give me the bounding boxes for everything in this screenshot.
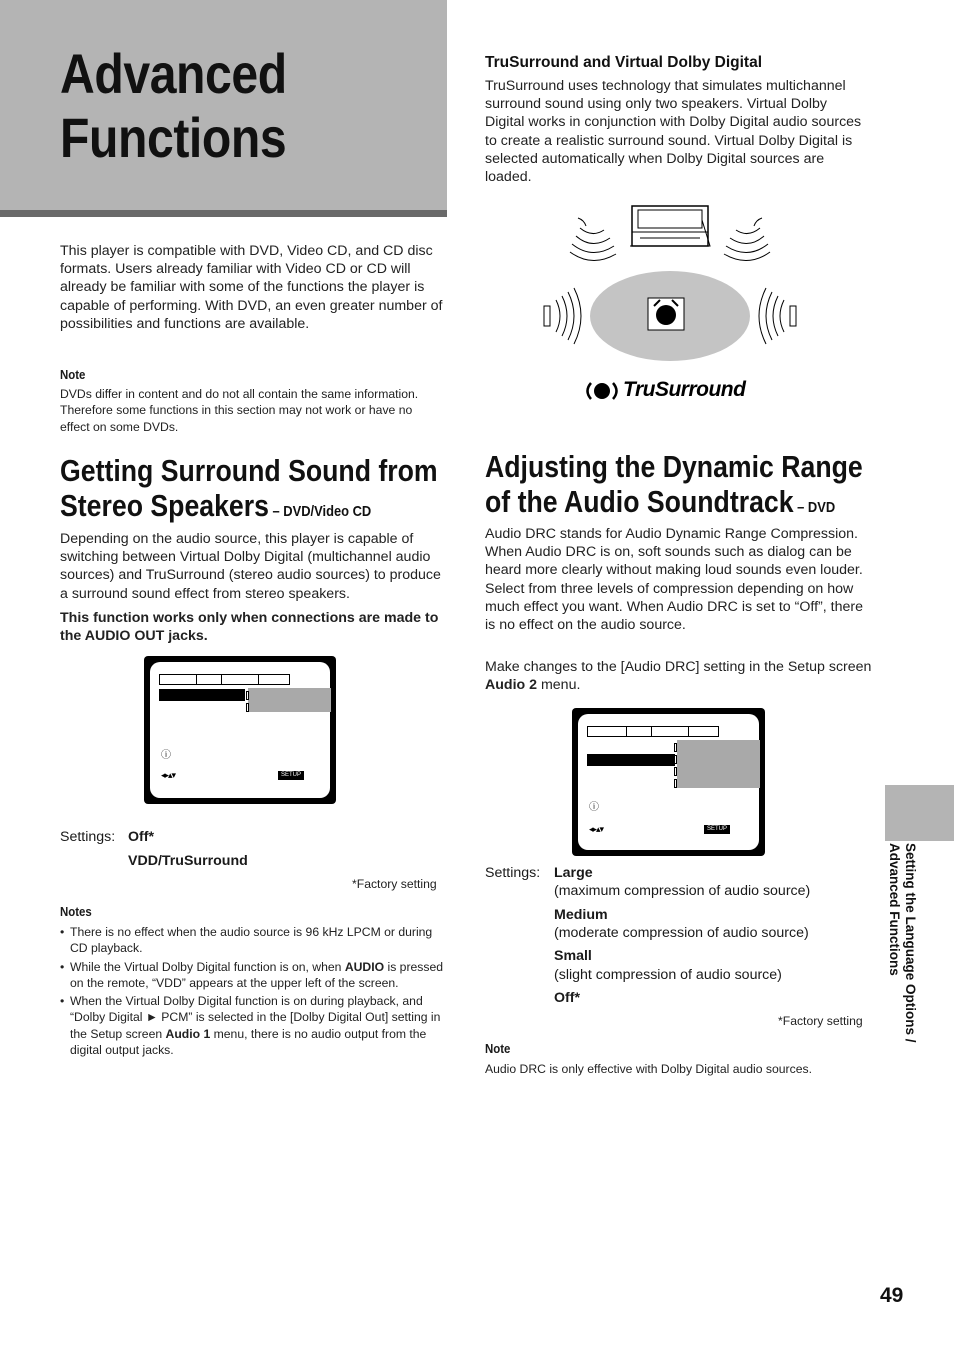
listener-icon bbox=[648, 298, 684, 330]
screen-tab bbox=[651, 726, 689, 737]
screen-options-panel bbox=[677, 740, 760, 788]
screen-options-panel bbox=[248, 688, 331, 712]
drc-heading bbox=[485, 449, 863, 525]
drc-settings-label: Settings: bbox=[485, 865, 541, 881]
page-title-line2: Functions bbox=[60, 106, 287, 169]
surround-setting-vdd: VDD/TruSurround bbox=[128, 853, 248, 869]
page-title bbox=[60, 42, 287, 170]
audio-key-label: AUDIO bbox=[344, 959, 385, 974]
screen-selected-row bbox=[159, 689, 245, 701]
note-heading: Note bbox=[60, 367, 86, 382]
drc-option-off: Off* bbox=[554, 990, 581, 1006]
drc-option-large-desc: (maximum compression of audio source) bbox=[554, 883, 811, 899]
section-side-tab bbox=[885, 785, 954, 841]
drc-factory-note: *Factory setting bbox=[778, 1014, 863, 1028]
surround-notes-list bbox=[60, 924, 445, 1060]
drc-instructions-text: Make changes to the [Audio DRC] setting in the Setup screen bbox=[485, 659, 872, 675]
nav-arrows-icon: ◂▸▴▾ bbox=[589, 824, 604, 834]
sound-wave-icon bbox=[759, 288, 796, 344]
setup-badge: SETUP bbox=[278, 771, 304, 780]
drc-option-small-desc: (slight compression of audio source) bbox=[554, 967, 782, 983]
screen-selected-row bbox=[587, 754, 675, 766]
screen-marker bbox=[246, 703, 249, 712]
trusurround-logo-icon bbox=[583, 380, 623, 402]
sound-wave-icon bbox=[724, 218, 770, 261]
trusurround-heading: TruSurround and Virtual Dolby Digital bbox=[485, 54, 763, 71]
screen-tab bbox=[196, 674, 222, 685]
surround-factory-note: *Factory setting bbox=[352, 877, 437, 891]
list-item: • When the Virtual Dolby Digital function is on during playback, and “Dolby Digital ► PCM” is selected in the [Dolby Digital Out] setting in the Setup screen Audio 1 menu, there is no audio output from the digital output jacks. bbox=[60, 993, 445, 1058]
setup-screen-audio1 bbox=[144, 656, 336, 804]
screen-tab bbox=[221, 674, 259, 685]
screen-marker bbox=[246, 691, 249, 700]
drc-option-medium: Medium bbox=[554, 907, 608, 923]
screen-tab bbox=[587, 726, 627, 737]
drc-heading-line2: of the Audio Soundtrack bbox=[485, 484, 794, 519]
drc-instructions-suffix: menu. bbox=[537, 677, 581, 694]
surround-setting-off: Off* bbox=[128, 829, 155, 845]
list-item: • There is no effect when the audio source is 96 kHz LPCM or during CD playback. bbox=[60, 924, 445, 957]
surround-heading-line2: Stereo Speakers bbox=[60, 488, 269, 523]
surround-notes-heading: Notes bbox=[60, 904, 92, 919]
tv-icon bbox=[630, 206, 710, 246]
audio2-menu-label: Audio 2 bbox=[485, 677, 538, 694]
trusurround-illustration bbox=[530, 198, 810, 366]
surround-heading-suffix: – DVD/Video CD bbox=[268, 503, 372, 520]
list-item: • While the Virtual Dolby Digital function is on, when AUDIO is pressed on the remote, “VDD” appears at the upper left of the screen. bbox=[60, 959, 445, 992]
drc-instructions bbox=[485, 658, 873, 694]
note-text: DVDs differ in content and do not all contain the same information. Therefore some functions in this section may not work or have no effect on some DVDs. bbox=[60, 387, 419, 434]
info-icon: ⓘ bbox=[589, 802, 599, 813]
info-icon: ⓘ bbox=[161, 750, 171, 761]
sound-wave-icon bbox=[544, 288, 581, 344]
page-title-line1: Advanced bbox=[60, 42, 287, 105]
drc-option-small: Small bbox=[554, 948, 592, 964]
surround-settings-label: Settings: bbox=[60, 829, 116, 845]
drc-body: Audio DRC stands for Audio Dynamic Range Compression. When Audio DRC is on, soft sounds such as dialog can be heard more clearly without making loud sounds even louder. Select from three levels of compression depending on how much effect you want. When Audio DRC is set to “Off”, there is no effect on the audio source. bbox=[485, 526, 863, 634]
screen-tab bbox=[258, 674, 290, 685]
sound-wave-icon bbox=[570, 218, 616, 261]
trusurround-body: TruSurround uses technology that simulates multichannel surround sound using only two speakers. Virtual Dolby Digital works in conjunction with Dolby Digital audio sources to create a realistic surround sound. Virtual Dolby Digital is selected automatically when Dolby Digital sources are loaded. bbox=[485, 78, 862, 186]
setup-badge: SETUP bbox=[704, 825, 730, 834]
screen-marker bbox=[674, 779, 677, 788]
setup-screen-audio2 bbox=[572, 708, 765, 856]
nav-arrows-icon: ◂▸▴▾ bbox=[161, 770, 176, 780]
drc-note-text: Audio DRC is only effective with Dolby Digital audio sources. bbox=[485, 1062, 812, 1076]
drc-option-large: Large bbox=[554, 865, 593, 881]
drc-note-heading: Note bbox=[485, 1041, 511, 1056]
surround-body: Depending on the audio source, this player is capable of switching between Virtual Dolby Digital (multichannel audio sources) and TruSurround (stereo audio sources) to produce a surround sound effect from stereo speakers. bbox=[60, 531, 441, 602]
drc-heading-suffix: – DVD bbox=[793, 499, 836, 516]
screen-marker bbox=[674, 767, 677, 776]
screen-marker bbox=[674, 743, 677, 752]
setup-screen-display bbox=[150, 662, 330, 798]
surround-heading bbox=[60, 453, 438, 529]
screen-tab bbox=[626, 726, 652, 737]
intro-paragraph: This player is compatible with DVD, Video CD, and CD disc formats. Users already familiar with Video CD or CD will already be familiar with some of the functions the player is capable of performing. With DVD, an even greater number of possibilities and functions are available. bbox=[60, 243, 443, 332]
surround-connection-note: This function works only when connections are made to the AUDIO OUT jacks. bbox=[60, 610, 439, 645]
section-side-label bbox=[886, 843, 918, 1043]
section-side-label-line2: Advanced Functions bbox=[887, 843, 902, 976]
setup-screen-display bbox=[578, 714, 759, 850]
audio1-menu-label: Audio 1 bbox=[165, 1026, 211, 1041]
drc-heading-line1: Adjusting the Dynamic Range bbox=[485, 449, 863, 484]
screen-tab bbox=[688, 726, 719, 737]
trusurround-logo-text: TruSurround bbox=[623, 378, 746, 401]
screen-marker bbox=[674, 755, 677, 764]
drc-option-medium-desc: (moderate compression of audio source) bbox=[554, 925, 809, 941]
screen-tab bbox=[159, 674, 197, 685]
page-number: 49 bbox=[880, 1284, 904, 1307]
surround-heading-line1: Getting Surround Sound from bbox=[60, 453, 438, 488]
section-side-label-line1: Setting the Language Options / bbox=[903, 843, 918, 1043]
